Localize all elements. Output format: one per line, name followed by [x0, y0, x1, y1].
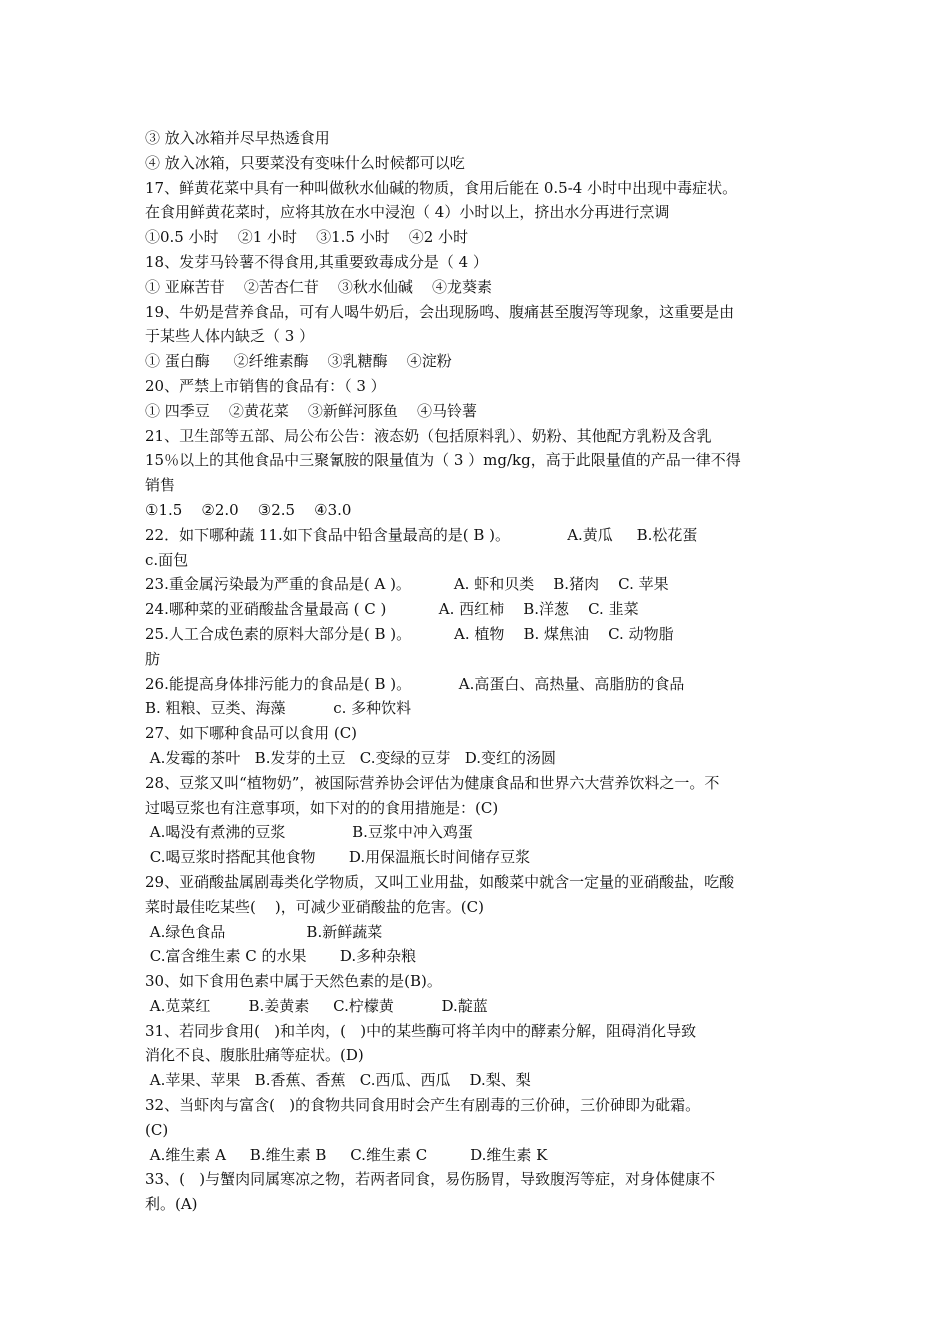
text-line: (C): [145, 1120, 169, 1139]
options-line: B. 粗粮、豆类、海藻 c. 多种饮料: [145, 699, 412, 718]
options-line: A.苹果、苹果 B.香蕉、香蕉 C.西瓜、西瓜 D.梨、梨: [145, 1071, 531, 1090]
options-line: ① 亚麻苦苷 ②苦杏仁苷 ③秋水仙碱 ④龙葵素: [145, 277, 492, 296]
text-line: 过喝豆浆也有注意事项，如下对的的食用措施是：(C): [145, 798, 499, 817]
text-line: 利。(A): [145, 1195, 198, 1214]
question-20: 20、严禁上市销售的食品有：（ 3 ）: [145, 376, 386, 395]
options-line: ①1.5 ②2.0 ③2.5 ④3.0: [145, 500, 352, 519]
options-line: A.喝没有煮沸的豆浆 B.豆浆中冲入鸡蛋: [145, 823, 473, 842]
question-18: 18、发芽马铃薯不得食用,其重要致毒成分是（ 4 ）: [145, 252, 488, 271]
options-line: ①0.5 小时 ②1 小时 ③1.5 小时 ④2 小时: [145, 228, 469, 247]
text-line: 消化不良、腹胀肚痛等症状。(D): [145, 1046, 364, 1065]
text-line: 菜时最佳吃某些( )，可减少亚硝酸盐的危害。(C): [145, 897, 484, 916]
text-line: ④ 放入冰箱，只要菜没有变味什么时候都可以吃: [145, 153, 465, 172]
question-24: 24.哪种菜的亚硝酸盐含量最高 ( C ) A. 西红柿 B.洋葱 C. 韭菜: [145, 600, 639, 619]
text-line: 15％以上的其他食品中三聚氰胺的限量值为（ 3 ）mg/kg，高于此限量值的产品一律不得: [145, 451, 741, 470]
options-line: ① 四季豆 ②黄花菜 ③新鲜河豚鱼 ④马铃薯: [145, 401, 477, 420]
question-29: 29、亚硝酸盐属剧毒类化学物质，又叫工业用盐，如酸菜中就含一定量的亚硝酸盐，吃酸: [145, 872, 735, 891]
text-line: 在食用鲜黄花菜时，应将其放在水中浸泡（ 4）小时以上，挤出水分再进行烹调: [145, 203, 670, 222]
text-line: c.面包: [145, 550, 189, 569]
options-line: A.维生素 A B.维生素 B C.维生素 C D.维生素 K: [145, 1145, 548, 1164]
text-line: 销售: [145, 476, 176, 495]
options-line: A.发霉的茶叶 B.发芽的土豆 C.变绿的豆芽 D.变红的汤圆: [145, 748, 557, 767]
options-line: C.富含维生素 C 的水果 D.多种杂粮: [145, 947, 417, 966]
question-28: 28、豆浆又叫“植物奶”，被国际营养协会评估为健康食品和世界六大营养饮料之一。不: [145, 773, 720, 792]
question-27: 27、如下哪种食品可以食用 (C): [145, 724, 358, 743]
question-31: 31、若同步食用( )和羊肉，( )中的某些酶可将羊肉中的酵素分解，阻碍消化导致: [145, 1021, 697, 1040]
document-page: [145, 126, 810, 1217]
options-line: A.苋菜红 B.姜黄素 C.柠檬黄 D.靛蓝: [145, 996, 488, 1015]
text-line: 肪: [145, 649, 161, 668]
options-line: C.喝豆浆时搭配其他食物 D.用保温瓶长时间储存豆浆: [145, 848, 531, 867]
text-line: ③ 放入冰箱并尽早热透食用: [145, 129, 330, 147]
question-23: 23.重金属污染最为严重的食品是( A )。 A. 虾和贝类 B.猪肉 C. 苹果: [145, 575, 669, 594]
options-line: A.绿色食品 B.新鲜蔬菜: [145, 922, 383, 941]
question-32: 32、当虾肉与富含( )的食物共同食用时会产生有剧毒的三价砷，三价砷即为砒霜。: [145, 1096, 701, 1115]
question-25: 25.人工合成色素的原料大部分是( B )。 A. 植物 B. 煤焦油 C. 动物脂: [145, 624, 674, 643]
question-26: 26.能提高身体排污能力的食品是( B )。 A.高蛋白、高热量、高脂肪的食品: [145, 674, 685, 693]
text-line: 于某些人体内缺乏（ 3 ）: [145, 327, 315, 346]
question-33: 33、( )与蟹肉同属寒凉之物，若两者同食，易伤肠胃，导致腹泻等症，对身体健康不: [145, 1170, 716, 1189]
options-line: ① 蛋白酶 ②纤维素酶 ③乳糖酶 ④淀粉: [145, 352, 452, 371]
question-30: 30、如下食用色素中属于天然色素的是(B)。: [145, 972, 442, 991]
question-17: 17、鲜黄花菜中具有一种叫做秋水仙碱的物质，食用后能在 0.5-4 小时中出现中毒症状。: [145, 178, 738, 197]
question-21: 21、卫生部等五部、局公布公告：液态奶（包括原料乳）、奶粉、其他配方乳粉及含乳: [145, 426, 712, 445]
question-22: 22．如下哪种蔬 11.如下食品中铅含量最高的是( B )。 A.黄瓜 B.松花蛋: [145, 525, 698, 544]
question-19: 19、牛奶是营养食品，可有人喝牛奶后，会出现肠鸣、腹痛甚至腹泻等现象，这重要是由: [145, 302, 735, 321]
